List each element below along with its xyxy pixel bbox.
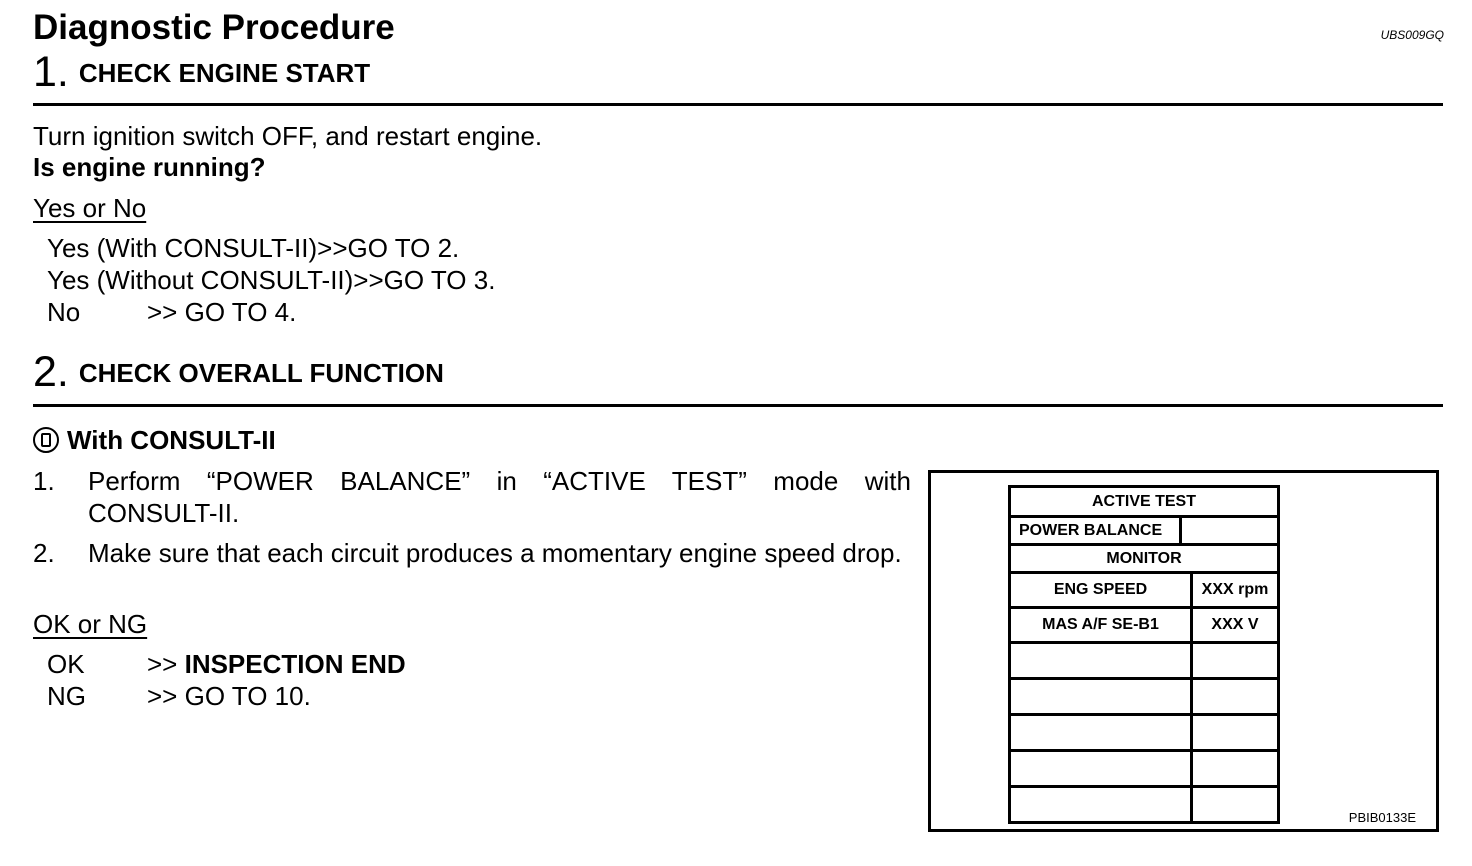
table-cell <box>1010 751 1192 787</box>
monitor-label: MONITOR <box>1010 545 1279 573</box>
result-action: >> GO TO 10. <box>147 681 311 711</box>
result-key: No <box>47 297 81 327</box>
item-text: Make sure that each circuit produces a momentary engine speed drop. <box>88 538 902 568</box>
table-cell <box>1010 787 1192 823</box>
question-text: Is engine running? <box>33 152 266 182</box>
active-test-table <box>1008 485 1280 824</box>
table-cell <box>1192 679 1279 715</box>
divider <box>33 103 1443 106</box>
consult-heading <box>33 425 276 456</box>
monitor-item-value: XXX V <box>1192 608 1279 643</box>
list-item <box>33 465 911 529</box>
list-item <box>33 537 911 569</box>
result-text: Yes (Without CONSULT-II)>>GO TO 3. <box>47 265 496 295</box>
choice-label: Yes or No <box>33 193 147 223</box>
document-id: UBS009GQ <box>1380 28 1444 42</box>
choice-label: OK or NG <box>33 609 148 639</box>
result-row <box>47 297 296 328</box>
page-title: Diagnostic Procedure <box>33 8 395 47</box>
result-key: OK <box>47 649 85 679</box>
consult-label: With CONSULT-II <box>67 425 276 455</box>
instruction-text: Turn ignition switch OFF, and restart engine. <box>33 121 543 151</box>
item-number: 1. <box>33 466 55 496</box>
table-cell <box>1192 787 1279 823</box>
result-row <box>47 649 406 680</box>
result-row <box>47 233 459 264</box>
step-number: 1. <box>33 48 69 96</box>
figure-reference: PBIB0133E <box>1348 810 1416 825</box>
consult-icon <box>33 427 59 453</box>
monitor-item-label: MAS A/F SE-B1 <box>1010 608 1192 643</box>
step-2-heading <box>33 348 444 396</box>
step-title: CHECK ENGINE START <box>78 58 371 88</box>
table-cell <box>1192 643 1279 679</box>
monitor-item-value: XXX rpm <box>1192 573 1279 608</box>
result-row <box>47 265 495 296</box>
consult-screen-figure <box>928 470 1439 832</box>
item-text: Perform “POWER BALANCE” in “ACTIVE TEST” mode with CONSULT-II. <box>88 466 911 528</box>
table-cell <box>1192 715 1279 751</box>
result-arrow: >> <box>147 649 185 679</box>
monitor-item-label: ENG SPEED <box>1010 573 1192 608</box>
test-name: POWER BALANCE <box>1010 517 1181 545</box>
table-cell <box>1010 643 1192 679</box>
test-value-cell <box>1181 517 1279 545</box>
table-header: ACTIVE TEST <box>1010 487 1279 517</box>
step-1-heading <box>33 48 371 96</box>
divider <box>33 404 1443 407</box>
table-cell <box>1192 751 1279 787</box>
result-text: Yes (With CONSULT-II)>>GO TO 2. <box>47 233 460 263</box>
item-number: 2. <box>33 538 55 568</box>
result-key: NG <box>47 681 86 711</box>
table-cell <box>1010 679 1192 715</box>
step-title: CHECK OVERALL FUNCTION <box>78 358 444 388</box>
table-cell <box>1010 715 1192 751</box>
result-action: INSPECTION END <box>184 649 406 679</box>
result-action: >> GO TO 4. <box>147 297 297 327</box>
result-row <box>47 681 311 712</box>
step-number: 2. <box>33 348 69 396</box>
